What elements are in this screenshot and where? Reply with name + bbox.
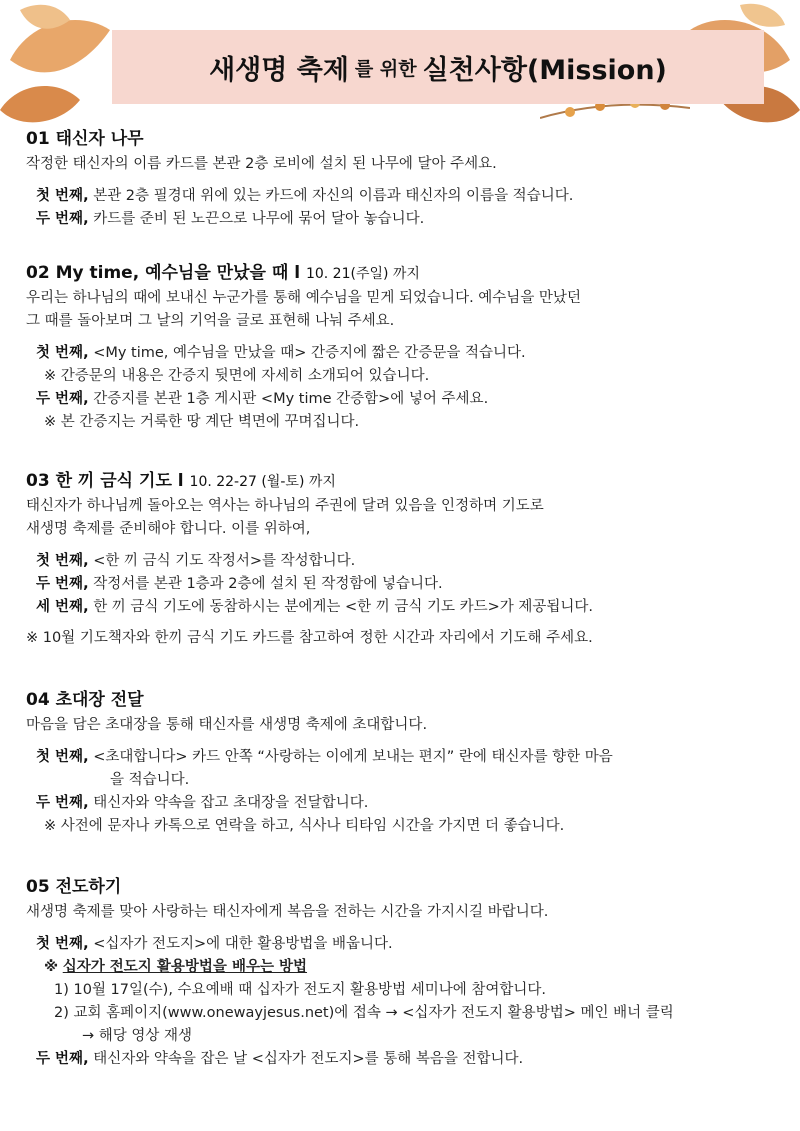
sub-heading-text: 십자가 전도지 활용방법을 배우는 방법 <box>62 959 308 975</box>
section-heading: 01 태신자 나무 <box>26 129 144 149</box>
section-heading-title: 03 한 끼 금식 기도 l <box>26 471 184 491</box>
step-text: <초대합니다> 카드 안쪽 “사랑하는 이에게 보내는 편지” 란에 태신자를 향한 마음 <box>93 749 613 765</box>
section-date: 10. 22-27 (월-토) 까지 <box>189 474 336 490</box>
list-item-continuation: → 해당 영상 재생 <box>82 1028 193 1044</box>
title-part-2: 를 위한 <box>354 57 417 80</box>
section-date: 10. 21(주일) 까지 <box>305 266 420 282</box>
step-note: ※ 본 간증지는 거룩한 땅 계단 벽면에 꾸며집니다. <box>44 414 360 430</box>
list-item: 1) 10월 17일(수), 수요예배 때 십자가 전도지 활용방법 세미나에 참여합니다. <box>54 982 546 998</box>
step-text: <십자가 전도지>에 대한 활용방법을 배웁니다. <box>93 936 393 952</box>
step-item <box>36 185 776 208</box>
section-05 <box>26 872 776 1071</box>
step-text: 카드를 준비 된 노끈으로 나무에 묶어 달아 놓습니다. <box>93 211 425 227</box>
section-intro-line: 그 때를 돌아보며 그 날의 기억을 글로 표현해 나눠 주세요. <box>26 313 395 329</box>
step-item <box>36 933 776 956</box>
section-intro: 새생명 축제를 맞아 사랑하는 태신자에게 복음을 전하는 시간을 가지시길 바랍니다. <box>26 904 549 920</box>
section-intro-line: 새생명 축제를 준비해야 합니다. 이를 위하여, <box>26 521 311 537</box>
step-label: 첫 번째, <box>36 749 89 765</box>
step-text: <My time, 예수님을 만났을 때> 간증지에 짧은 간증문을 적습니다. <box>93 345 526 361</box>
section-note: ※ 10월 기도책자와 한끼 금식 기도 카드를 참고하여 정한 시간과 자리에서 기도해 주세요. <box>26 630 593 646</box>
step-text: 작정서를 본관 1층과 2층에 설치 된 작정함에 넣습니다. <box>93 576 443 592</box>
section-intro-line: 우리는 하나님의 때에 보내신 누군가를 통해 예수님을 믿게 되었습니다. 예수님을 만났던 <box>26 290 581 306</box>
step-label: 두 번째, <box>36 211 89 227</box>
section-01 <box>26 124 776 231</box>
sub-heading-mark: ※ <box>44 959 59 975</box>
step-item <box>36 208 776 231</box>
step-label: 첫 번째, <box>36 188 89 204</box>
section-intro-line: 태신자가 하나님께 돌아오는 역사는 하나님의 주권에 달려 있음을 인정하며 기도로 <box>26 498 544 514</box>
step-text: 한 끼 금식 기도에 동참하시는 분에게는 <한 끼 금식 기도 카드>가 제공됩니다. <box>93 599 594 615</box>
step-text: <한 끼 금식 기도 작정서>를 작성합니다. <box>93 553 356 569</box>
step-item <box>36 596 776 619</box>
step-item <box>36 342 776 365</box>
step-text: 간증지를 본관 1층 게시판 <My time 간증함>에 넣어 주세요. <box>93 391 489 407</box>
section-04 <box>26 685 776 838</box>
step-text: 태신자와 약속을 잡고 초대장을 전달합니다. <box>93 795 369 811</box>
section-heading: 04 초대장 전달 <box>26 690 144 710</box>
step-item <box>36 573 776 596</box>
step-label: 두 번째, <box>36 391 89 407</box>
section-heading <box>26 466 776 491</box>
step-text: 태신자와 약속을 잡은 날 <십자가 전도지>를 통해 복음을 전합니다. <box>93 1051 524 1067</box>
step-label: 두 번째, <box>36 1051 89 1067</box>
step-label: 첫 번째, <box>36 553 89 569</box>
sub-heading <box>36 956 776 979</box>
step-item <box>36 388 776 411</box>
step-list <box>26 342 776 434</box>
step-label: 두 번째, <box>36 795 89 811</box>
step-item <box>36 746 776 769</box>
step-note: ※ 간증문의 내용은 간증지 뒷면에 자세히 소개되어 있습니다. <box>44 368 430 384</box>
page-title <box>112 30 764 104</box>
title-part-1: 새생명 축제 <box>209 54 349 86</box>
section-heading: 05 전도하기 <box>26 877 122 897</box>
step-list <box>26 933 776 1071</box>
step-continuation: 을 적습니다. <box>110 772 190 788</box>
step-list <box>26 550 776 619</box>
leaf-decoration-top-left <box>0 0 120 130</box>
section-03 <box>26 466 776 650</box>
step-item <box>36 792 776 815</box>
step-text: 본관 2층 필경대 위에 있는 카드에 자신의 이름과 태신자의 이름을 적습니다. <box>93 188 574 204</box>
title-part-3: 실천사항(Mission) <box>422 54 667 86</box>
step-list <box>26 185 776 231</box>
step-label: 두 번째, <box>36 576 89 592</box>
step-note: ※ 사전에 문자나 카톡으로 연락을 하고, 식사나 티타임 시간을 가지면 더 좋습니다. <box>44 818 565 834</box>
section-intro: 작정한 태신자의 이름 카드를 본관 2층 로비에 설치 된 나무에 달아 주세요. <box>26 156 497 172</box>
section-heading <box>26 258 776 283</box>
step-list <box>26 746 776 838</box>
section-heading-title: 02 My time, 예수님을 만났을 때 l <box>26 263 301 283</box>
step-item <box>36 550 776 573</box>
step-item <box>36 1048 776 1071</box>
section-intro: 마음을 담은 초대장을 통해 태신자를 새생명 축제에 초대합니다. <box>26 717 428 733</box>
step-label: 첫 번째, <box>36 345 89 361</box>
step-label: 첫 번째, <box>36 936 89 952</box>
list-item: 2) 교회 홈페이지(www.onewayjesus.net)에 접속 → <십자가 전도지 활용방법> 메인 배너 클릭 <box>54 1005 674 1021</box>
section-02 <box>26 258 776 434</box>
step-label: 세 번째, <box>36 599 89 615</box>
